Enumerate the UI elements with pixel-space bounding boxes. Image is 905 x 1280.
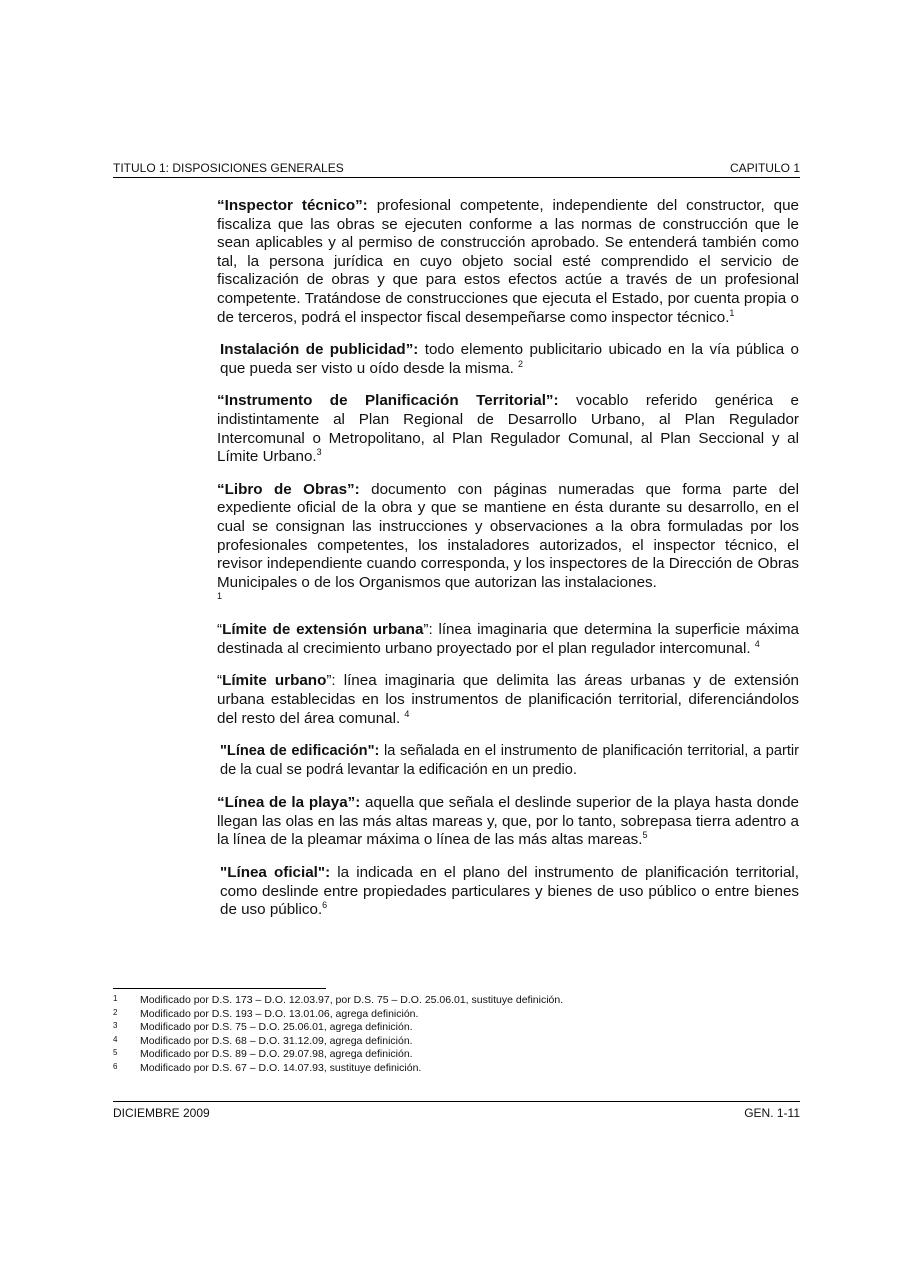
definition-limite-extension-urbana	[217, 621, 799, 658]
definition-linea-playa	[217, 794, 799, 850]
footnote-number: 5	[113, 1048, 118, 1058]
footnote	[113, 1062, 813, 1076]
page-footer	[113, 1101, 800, 1120]
footnote-text: Modificado por D.S. 68 – D.O. 31.12.09, agrega definición.	[140, 1034, 413, 1047]
definition-term: "Línea oficial":	[220, 864, 331, 882]
definition-libro-obras	[217, 481, 799, 602]
footnote-number: 1	[113, 994, 118, 1003]
definition-limite-urbano	[217, 672, 799, 728]
definition-text: ”: línea imaginaria que determina la superficie máxima destinada al crecimiento urbano proyectado por el plan regulador intercomunal.	[217, 621, 799, 657]
page-header	[113, 161, 800, 178]
footnote-number: 3	[113, 1021, 118, 1031]
footnote-text: Modificado por D.S. 173 – D.O. 12.03.97, por D.S. 75 – D.O. 25.06.01, sustituye definición.	[140, 994, 564, 1006]
footnotes	[113, 994, 813, 1076]
footnote-ref[interactable]: 4	[404, 708, 410, 719]
footnote-ref[interactable]: 4	[754, 638, 760, 649]
definition-text: profesional competente, independiente del constructor, que fiscaliza que las obras se ejecuten conforme a las normas de construcción que le sean aplicables y al permiso de construcción aprobado. Se entenderá también como tal, la persona jurídica en cuyo objeto social esté comprendido el servicio de fiscalización de obras y que para estos efectos actúe a través de un profesional competente. Tratándose de construcciones que ejecuta el Estado, por cuenta propia o de terceros, podrá el inspector fiscal desempeñarse como inspector técnico.	[217, 197, 799, 326]
footnote	[113, 1048, 813, 1062]
footnote	[113, 1021, 813, 1035]
definition-term: "Línea de edificación":	[220, 743, 380, 760]
definition-inspector-tecnico	[217, 197, 799, 327]
definition-term: Límite de extensión urbana	[222, 621, 424, 639]
header-title: TITULO 1: DISPOSICIONES GENERALES	[113, 161, 344, 175]
definition-open-quote: “	[217, 672, 223, 690]
footnote-text: Modificado por D.S. 67 – D.O. 14.07.93, sustituye definición.	[140, 1061, 422, 1074]
footnote-number: 2	[113, 1007, 118, 1017]
definition-term: “Inspector técnico”:	[217, 197, 368, 214]
definition-text: la indicada en el plano del instrumento de planificación territorial, como deslinde entre propiedades particulares y bienes de uso público o entre bienes de uso público.	[220, 864, 799, 919]
footnote	[113, 1008, 813, 1022]
footnote-text: Modificado por D.S. 89 – D.O. 29.07.98, agrega definición.	[140, 1048, 413, 1061]
definition-text: todo elemento publicitario ubicado en la vía pública o que pueda ser visto u oído desde la misma.	[220, 341, 799, 377]
definition-text: aquella que señala el deslinde superior de la playa hasta donde llegan las olas en las más altas mareas y, que, por lo tanto, sobrepasa tierra adentro a la línea de la pleamar máxima o línea de las más altas mareas.	[217, 794, 799, 849]
footnote	[113, 994, 813, 1008]
definitions-body	[217, 197, 799, 934]
definition-text: la señalada en el instrumento de planificación territorial, a partir de la cual se podrá levantar la edificación en un predio.	[220, 743, 799, 779]
definition-term: “Libro de Obras”:	[217, 480, 360, 498]
footnote-text: Modificado por D.S. 75 – D.O. 25.06.01, agrega definición.	[140, 1021, 413, 1034]
header-chapter: CAPITULO 1	[729, 161, 800, 175]
footnote-ref[interactable]: 3	[316, 447, 322, 458]
definition-instrumento-planificacion	[217, 392, 799, 466]
footnote-separator	[113, 988, 326, 989]
definition-open-quote: “	[217, 621, 223, 639]
definition-term: Límite urbano	[222, 672, 327, 690]
definition-text: documento con páginas numeradas que forma parte del expediente oficial de la obra y que se mantiene en ésta durante su desarrollo, en el cual se consignan las instrucciones y observaciones a la obra formuladas por los profesionales competentes, los instaladores autorizados, el inspector técnico, el revisor independiente cuando corresponda, y los inspectores de la Dirección de Obras Municipales o de los Organismos que autorizan las instalaciones.	[217, 480, 799, 591]
definition-text: vocablo referido genérica e indistintamente al Plan Regional de Desarrollo Urbano, al Plan Regulador Intercomunal o Metropolitano, al Plan Regulador Comunal, al Plan Seccional y al Límite Urbano.	[217, 392, 799, 466]
definition-text: ”: línea imaginaria que delimita las áreas urbanas y de extensión urbana establecidas en los instrumentos de planificación territorial, diferenciándolos del resto del área comunal.	[217, 672, 799, 727]
definition-term: Instalación de publicidad”:	[220, 341, 419, 359]
footer-date: DICIEMBRE 2009	[113, 1106, 210, 1120]
footnote-ref[interactable]: 6	[322, 900, 328, 911]
definition-linea-oficial	[217, 864, 799, 920]
definition-term: “Línea de la playa”:	[217, 794, 361, 812]
footnote-number: 4	[113, 1034, 118, 1044]
footer-page-number: GEN. 1-11	[744, 1106, 800, 1120]
footnote-number: 6	[113, 1061, 118, 1071]
definition-instalacion-publicidad	[217, 341, 799, 378]
definition-term: “Instrumento de Planificación Territorial”:	[217, 392, 559, 410]
footnote-ref[interactable]: 5	[642, 830, 648, 841]
footnote-ref[interactable]: 1	[217, 591, 223, 602]
footnote-ref[interactable]: 2	[518, 358, 524, 369]
footnote	[113, 1035, 813, 1049]
footnote-text: Modificado por D.S. 193 – D.O. 13.01.06, agrega definición.	[140, 1007, 419, 1020]
definition-linea-edificacion	[217, 742, 799, 780]
footnote-ref[interactable]: 1	[729, 307, 735, 318]
